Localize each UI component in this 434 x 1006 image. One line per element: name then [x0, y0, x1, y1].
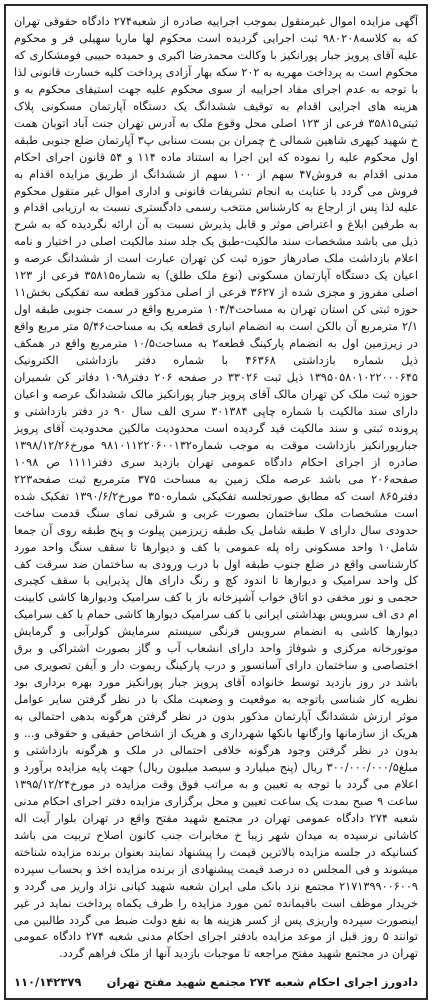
notice-code: ۱۱۰/۱۴۲۳۷۹ [14, 975, 82, 989]
notice-footer [14, 972, 418, 992]
issuer-signature: دادورز اجرای احکام شعبه ۲۷۴ مجتمع شهید مفتح تهران [106, 975, 418, 989]
notice-frame [4, 4, 428, 1000]
notice-body-text: آگهی مزایده اموال غیرمنقول بموجب اجراییه صادره از شعبه۲۷۴ دادگاه حقوقی تهران که به کلاسه۹۸۰۲۰۸ ثبت اجرایی گردیده است محکوم لها ماریا سهیلی فر و محکوم علیه آقای پرویز جبار پورانکیز با وکالت محمدرضا اکبری و حمیده حبیبی فومشکاری که محکوم است به پرداخت مهریه به ۲۰۲ سکه بهار آزادی پرداخت کلیه خسارت قانونی لذا با توجه به عدم اجرای مفاد اجراییه از سوی محکوم علیه جهت استیفای محکوم به و هزینه های اجرایی اقدام به توقیف ششدانگ یک دستگاه آپارتمان مسکونی پلاک ثبتی۳۵۸۱۵ فرعی از ۱۲۳ اصلی محل وقوع ملک به آدرس تهران جنت آباد اتوبان همت خ شهید کیهری شاهین شمالی خ چمران بن بست سنابی پ۳ آپارتمان ضلع جنوبی طبقه اول محکوم علیه را نموده که این اجرا به استناد ماده ۱۱۴ و ۵۴ قانون اجرای احکام مدنی اقدام به فروش۴۷ سهم از ۱۰۰ سهم از ششدانگ از طریق مزایده اقدام به فروش می گردد با عنایت به انجام تشریفات قانونی و اداری اموال غیر منقول محکوم علیه لذا پس از ارجاع به کارشناس منتخب رسمی دادگستری نسبت به ارزیابی اقدام و به طرفین ابلاغ و اعتراض موثر و قابل پذیرش نسبت به آن ارائه نگردیده که به شرح ذیل می باشد مشخصات سند مالکیت-طبق یک جلد سند مالکیت اصلی در اختیار و نامه اعلام بازداشت ملک صادرهاز حوزه ثبت کن تهران عبارت است از ششدانگ عرصه و اعیان یک دستگاه آپارتمان مسکونی (نوع ملک طلق) به شماره۳۵۸۱۵ فرعی از ۱۲۳ اصلی مفروز و مجزی شده از ۳۶۲۷ فرعی از اصلی مذکور قطعه سه تفکیکی بخش۱۱ حوزه ثبتی کن استان تهران به مساحت۱۰۴/۴ مترمربع واقع در سمت جنوبی طبقه اول ۲/۱ مترمربع آن بالکن است به انضمام انباری قطعه یک به مساحت۵/۴۶ متر مربع واقع در زیرزمین اول به انضمام پارکینگ قطعه۲ به مساحت۱۰/۵ مترمربع واقع در همکف ذیل شماره بازداشتی ۴۶۳۶۸ با شماره دفتر بازداشتی الکترونیک ۱۳۹۵۰۵۸۰۱۰۲۲۰۰۰۶۴۵ ذیل ثبت ۳۳۰۲۶ در صفحه ۲۰۶ دفتر۱۰۹۸ دفاتر کن شمیران حوزه ثبت ملک کن تهران مالک آقای پرویز جبار پورانکیز مالک ششدانگ عرصه و اعیان دارای سند مالکیت با شماره چاپی ۳۰۱۳۸۴ سری الف سال ۹۰ در دفتر بازداشتی و پرونده ثبتی و سند مالکیت قید گردیده است محدودیت مالکین محدودیت آقای پرویز جبارپورانکیز بازداشت موقت به موجب شماره۹۸۱۰۱۱۲۲۰۶۰۰۱۳۲ مورخ۱۳۹۸/۱۲/۲۶ صادره از اجرای احکام دادگاه عمومی تهران بازدید سری دفتر۱۱۱۱ ص ۱۰۹۸ صفحه۲۰۶ می باشد عرصه ملک زمین به مساحت ۳۷۵ مترمربع ثبت صفحه۲۲۳ دفتر۸۶۵ است که مطابق صورتجلسه تفکیکی شماره۳۵۰ مورخ۱۳۹۰/۶/۲ تفکیک شده است مشخصات ملک ساختمان بصورت غربی و شرقی نمای سنگ قدمت ساخت حدودی سال دارای ۷ طبقه شامل یک طبقه زیرزمین پیلوت و پنج طبقه روی آن جمعا شامل۱۰ واحد مسکونی راه پله عمومی با کف و دیوارها تا سقف سنگ واحد مورد کارشناسی واقع در ضلع جنوب طبقه اول با درب ورودی به ساختمان ضد سرقت کف کل واحد سرامیک و دیوارها تا اندود کچ و رنگ دارای هال پذیرایی با سقف کچبری حجمی و نور مخفی دو اتاق خواب آشپزخانه باز با کف سرامیک ودیوارها کاشی کابینت ام دی اف سرویس بهداشتی ایرانی با کف سرامیک دیوارها کاشی حمام با کف سرامیک دیوارها کاشی به انضمام سرویس فرنگی سیستم سرمایش کولرآبی و گرمایش موتورخانه مرکزی و شوفاژ واحد دارای انشعاب آب و گاز بصورت اشتراکی و برق اختصاصی و ساختمان دارای آسانسور و درب پارکینگ ریموت دار و آیفن تصویری می باشد در روز بازدید توسط خانواده آقای پرویز جبار پورانکیز مورد بهره برداری بود نظریه کار شناسی باتوجه به موقعیت و وضعیت ملک با در نظر گرفتن سایر عوامل موثر ارزش ششدانگ آپارتمان مذکور بدون در نظر گرفتن هرگونه بدهی احتمالی به هریک از سازمانها وارگانها بانکها شهرداری و هریک از اشخاص حقیقی و حقوقی و... و بدون در نظر گرفتن وجود هرگونه خلافی احتمالی در ملک و هرگونه بازداشتی و مبلغ۳۰۰/۰۰۰/۰۰۰/۵ ریال (پنج میلیارد و سیصد میلیون ریال) جهت پایه مزایده برآورد و اعلام می گردد با توجه به تعیین و به مراتب فوق وقت مزایده در مورخ۱۳۹۵/۱۲/۲۴ ساعت ۹ صبح بمدت یک ساعت تعیین و محل برگزاری مزایده دفتر اجرای احکام مدنی شعبه ۲۷۴ دادگاه عمومی تهران در مجتمع شهید مفتح واقع در تهران بلوار آیت اله کاشانی نرسیده به میدان شهر زیبا خ مخابرات جنب کانون اصلاح تربیت می باشد کسانیکه در جلسه مزایده بالاترین قیمت را پیشنهاد نمایند بعنوان برنده مزایده شناخته میشوند و فی المجلس ده درصد قیمت پیشنهادی از برنده مزایده اخذ و بحساب سپرده ۲۱۷۱۳۹۹۰۰۶۰۰۹ مجتمع نزد بانک ملی ایران شعبه شهید کیانی نژاد واریز می گردد و خریدار موظف است باقیمانده ثمن مورد مزایده را ظرف یکماه پرداخت نماید در غیر اینصورت سپرده واریزی پس از کسر هزینه ها به نفع دولت ضبط می گردد طالبین می توانند ۵ روز قبل از موعد مزایده بادفتر اجرای احکام مدنی شعبه ۲۷۴ دادگاه عمومی تهران در مجتمع شهید مفتح مراجعه تا موجبات بازدید آنها از ملک فراهم گردد. [14, 15, 418, 961]
notice-body-container [14, 14, 418, 968]
